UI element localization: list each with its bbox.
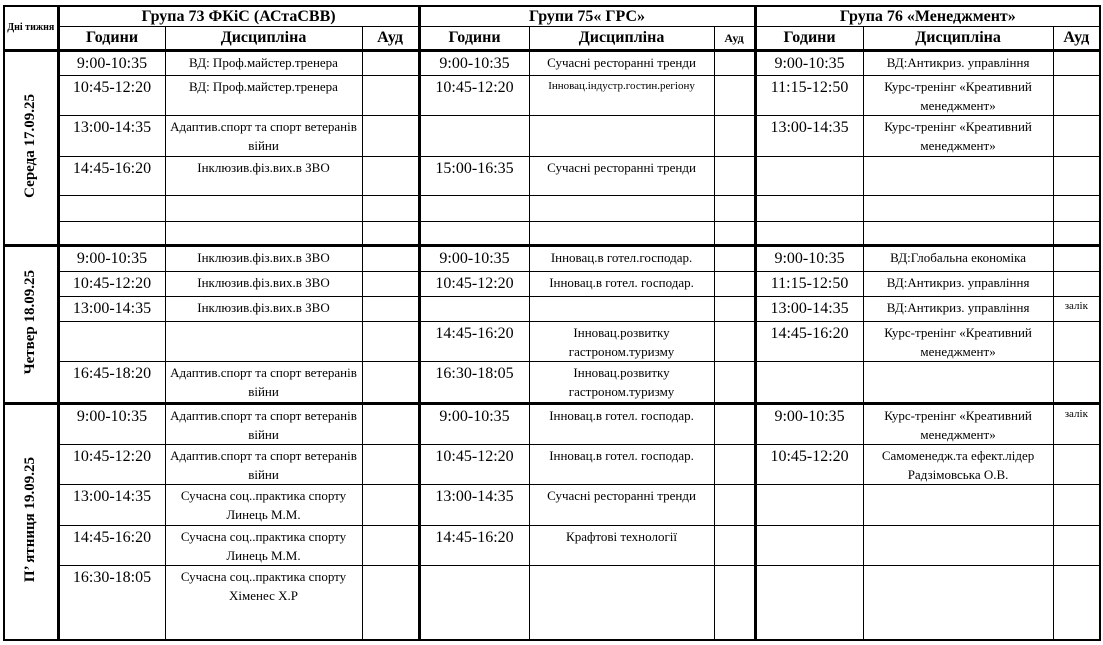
subject-cell: Сучасна соц..практика спорту Линець М.М. (165, 485, 362, 525)
schedule-body (4, 51, 1100, 641)
schedule-row (4, 525, 1100, 565)
time-cell (755, 222, 863, 246)
day-label: Четвер 18.09.25 (22, 269, 39, 375)
room-cell (714, 322, 755, 362)
time-cell (419, 565, 529, 640)
subject-cell: Інновац.розвитку гастроном.туризму (529, 362, 714, 403)
room-column-header: Ауд (714, 27, 755, 51)
time-column-header: Години (419, 27, 529, 51)
group-header-75: Групи 75« ГРС» (419, 6, 755, 27)
time-cell: 13:00-14:35 (755, 116, 863, 156)
room-column-header: Ауд (362, 27, 419, 51)
time-cell (755, 196, 863, 222)
time-cell: 10:45-12:20 (58, 76, 165, 116)
subject-cell (529, 565, 714, 640)
subject-cell: Сучасні ресторанні тренди (529, 156, 714, 195)
subject-cell: ВД:Антикриз. управління (863, 296, 1053, 321)
room-cell (714, 444, 755, 484)
schedule-row (4, 565, 1100, 640)
time-cell: 9:00-10:35 (58, 51, 165, 76)
schedule-row (4, 51, 1100, 76)
subject-cell (529, 296, 714, 321)
time-cell: 14:45-16:20 (755, 322, 863, 362)
time-cell (419, 196, 529, 222)
time-cell (419, 296, 529, 321)
room-cell (1053, 116, 1100, 156)
room-cell (1053, 76, 1100, 116)
time-cell: 10:45-12:20 (419, 444, 529, 484)
subject-cell: ВД: Проф.майстер.тренера (165, 76, 362, 116)
time-cell: 13:00-14:35 (58, 485, 165, 525)
time-cell: 9:00-10:35 (58, 403, 165, 444)
room-cell (362, 444, 419, 484)
room-cell: залік (1053, 296, 1100, 321)
room-cell (714, 156, 755, 195)
room-cell (714, 271, 755, 296)
time-cell: 11:15-12:50 (755, 76, 863, 116)
subject-cell (863, 485, 1053, 525)
time-cell: 11:15-12:50 (755, 271, 863, 296)
subject-cell: Сучасна соц..практика спорту Линець М.М. (165, 525, 362, 565)
time-cell: 10:45-12:20 (58, 271, 165, 296)
subject-cell (529, 196, 714, 222)
day-label: П’ ятниця 19.09.25 (22, 456, 39, 582)
room-cell (362, 246, 419, 271)
room-cell (1053, 525, 1100, 565)
subject-cell (863, 196, 1053, 222)
time-cell: 9:00-10:35 (755, 403, 863, 444)
time-cell (755, 565, 863, 640)
subject-cell: Інновац.в готел. господар. (529, 271, 714, 296)
room-cell: залік (1053, 403, 1100, 444)
time-column-header: Години (58, 27, 165, 51)
room-cell (714, 565, 755, 640)
day-column-header: Дні тижня (4, 6, 58, 51)
subject-cell: Сучасна соц..практика спорту Хіменес Х.Р (165, 565, 362, 640)
room-cell (714, 296, 755, 321)
room-cell (362, 156, 419, 195)
subject-cell (863, 156, 1053, 195)
time-cell: 10:45-12:20 (755, 444, 863, 484)
room-cell (362, 116, 419, 156)
room-cell (1053, 444, 1100, 484)
subject-cell: Адаптив.спорт та спорт ветеранів війни (165, 362, 362, 403)
subject-cell: Інклюзив.фіз.вих.в ЗВО (165, 296, 362, 321)
room-cell (714, 485, 755, 525)
room-cell (362, 485, 419, 525)
room-column-header: Ауд (1053, 27, 1100, 51)
room-cell (362, 565, 419, 640)
time-cell (755, 525, 863, 565)
time-cell: 13:00-14:35 (58, 116, 165, 156)
time-cell (58, 196, 165, 222)
subject-cell (863, 525, 1053, 565)
time-cell: 13:00-14:35 (58, 296, 165, 321)
time-cell: 14:45-16:20 (58, 525, 165, 565)
subject-cell: Крафтові технології (529, 525, 714, 565)
time-cell: 14:45-16:20 (58, 156, 165, 195)
room-cell (362, 403, 419, 444)
time-cell (58, 222, 165, 246)
subject-cell: Інновац.в готел. господар. (529, 444, 714, 484)
schedule-row (4, 271, 1100, 296)
room-cell (1053, 322, 1100, 362)
subject-cell: ВД:Глобальна економіка (863, 246, 1053, 271)
time-cell: 10:45-12:20 (58, 444, 165, 484)
schedule-row (4, 246, 1100, 271)
room-cell (714, 525, 755, 565)
schedule-row (4, 362, 1100, 403)
time-cell (419, 222, 529, 246)
schedule-row (4, 485, 1100, 525)
subject-cell: Адаптив.спорт та спорт ветеранів війни (165, 444, 362, 484)
schedule-row (4, 403, 1100, 444)
time-cell: 14:45-16:20 (419, 322, 529, 362)
room-cell (362, 222, 419, 246)
room-cell (1053, 485, 1100, 525)
group-header-73: Група 73 ФКіС (АСтаСВВ) (58, 6, 419, 27)
room-cell (362, 196, 419, 222)
subject-column-header: Дисципліна (529, 27, 714, 51)
room-cell (362, 271, 419, 296)
room-cell (1053, 51, 1100, 76)
schedule-row (4, 444, 1100, 484)
schedule-row (4, 156, 1100, 195)
subject-cell: Інклюзив.фіз.вих.в ЗВО (165, 156, 362, 195)
time-cell: 9:00-10:35 (58, 246, 165, 271)
time-cell (755, 362, 863, 403)
schedule-row (4, 222, 1100, 246)
subject-cell: Інклюзив.фіз.вих.в ЗВО (165, 271, 362, 296)
room-cell (714, 222, 755, 246)
room-cell (362, 525, 419, 565)
time-cell: 16:30-18:05 (58, 565, 165, 640)
subject-cell: ВД: Проф.майстер.тренера (165, 51, 362, 76)
room-cell (1053, 196, 1100, 222)
room-cell (714, 51, 755, 76)
day-label-cell (4, 403, 58, 640)
time-cell (419, 116, 529, 156)
day-label: Середа 17.09.25 (22, 93, 39, 198)
subject-cell: Інновац.в готел. господар. (529, 403, 714, 444)
subject-cell: Курс-тренінг «Креативний менеджмент» (863, 403, 1053, 444)
room-cell (1053, 156, 1100, 195)
subject-cell: Самоменедж.та ефект.лідер Радзімовська О.В. (863, 444, 1053, 484)
subject-cell (863, 222, 1053, 246)
subject-cell: Сучасні ресторанні тренди (529, 51, 714, 76)
schedule-row (4, 116, 1100, 156)
room-cell (362, 322, 419, 362)
subject-cell: Інновац.в готел.господар. (529, 246, 714, 271)
group-header-76: Група 76 «Менеджмент» (755, 6, 1100, 27)
room-cell (362, 51, 419, 76)
room-cell (714, 403, 755, 444)
room-cell (714, 116, 755, 156)
room-cell (362, 76, 419, 116)
time-cell: 10:45-12:20 (419, 271, 529, 296)
room-cell (714, 362, 755, 403)
time-cell (755, 485, 863, 525)
room-cell (714, 196, 755, 222)
subject-cell (529, 116, 714, 156)
time-cell: 9:00-10:35 (755, 246, 863, 271)
schedule-row (4, 322, 1100, 362)
time-cell: 9:00-10:35 (419, 246, 529, 271)
subject-cell: Курс-тренінг «Креативний менеджмент» (863, 322, 1053, 362)
time-cell: 16:45-18:20 (58, 362, 165, 403)
subject-column-header: Дисципліна (863, 27, 1053, 51)
subject-cell: Курс-тренінг «Креативний менеджмент» (863, 116, 1053, 156)
subject-cell: Адаптив.спорт та спорт ветеранів війни (165, 116, 362, 156)
subject-cell: Інновац.індустр.гостин.регіону (529, 76, 714, 116)
time-cell: 9:00-10:35 (419, 403, 529, 444)
subject-cell (863, 362, 1053, 403)
subject-cell: Сучасні ресторанні тренди (529, 485, 714, 525)
subject-cell (529, 222, 714, 246)
room-cell (1053, 222, 1100, 246)
time-column-header: Години (755, 27, 863, 51)
schedule-row (4, 76, 1100, 116)
time-cell: 9:00-10:35 (419, 51, 529, 76)
time-cell: 10:45-12:20 (419, 76, 529, 116)
subject-cell: ВД:Антикриз. управління (863, 51, 1053, 76)
subject-column-header: Дисципліна (165, 27, 362, 51)
day-label-cell (4, 246, 58, 403)
time-cell: 13:00-14:35 (419, 485, 529, 525)
subject-cell: ВД:Антикриз. управління (863, 271, 1053, 296)
time-cell: 16:30-18:05 (419, 362, 529, 403)
time-cell: 14:45-16:20 (419, 525, 529, 565)
subject-cell: Інновац.розвитку гастроном.туризму (529, 322, 714, 362)
subject-cell (863, 565, 1053, 640)
schedule-row (4, 296, 1100, 321)
room-cell (714, 246, 755, 271)
subject-cell (165, 222, 362, 246)
subject-cell: Інклюзив.фіз.вих.в ЗВО (165, 246, 362, 271)
subject-cell: Курс-тренінг «Креативний менеджмент» (863, 76, 1053, 116)
schedule-row (4, 196, 1100, 222)
subject-cell (165, 196, 362, 222)
schedule-table (3, 5, 1101, 641)
subject-cell: Адаптив.спорт та спорт ветеранів війни (165, 403, 362, 444)
room-cell (1053, 271, 1100, 296)
subject-cell (165, 322, 362, 362)
room-cell (1053, 246, 1100, 271)
time-cell (58, 322, 165, 362)
room-cell (1053, 362, 1100, 403)
time-cell (755, 156, 863, 195)
time-cell: 9:00-10:35 (755, 51, 863, 76)
room-cell (362, 362, 419, 403)
room-cell (714, 76, 755, 116)
time-cell: 13:00-14:35 (755, 296, 863, 321)
room-cell (1053, 565, 1100, 640)
day-label-cell (4, 51, 58, 246)
time-cell: 15:00-16:35 (419, 156, 529, 195)
room-cell (362, 296, 419, 321)
